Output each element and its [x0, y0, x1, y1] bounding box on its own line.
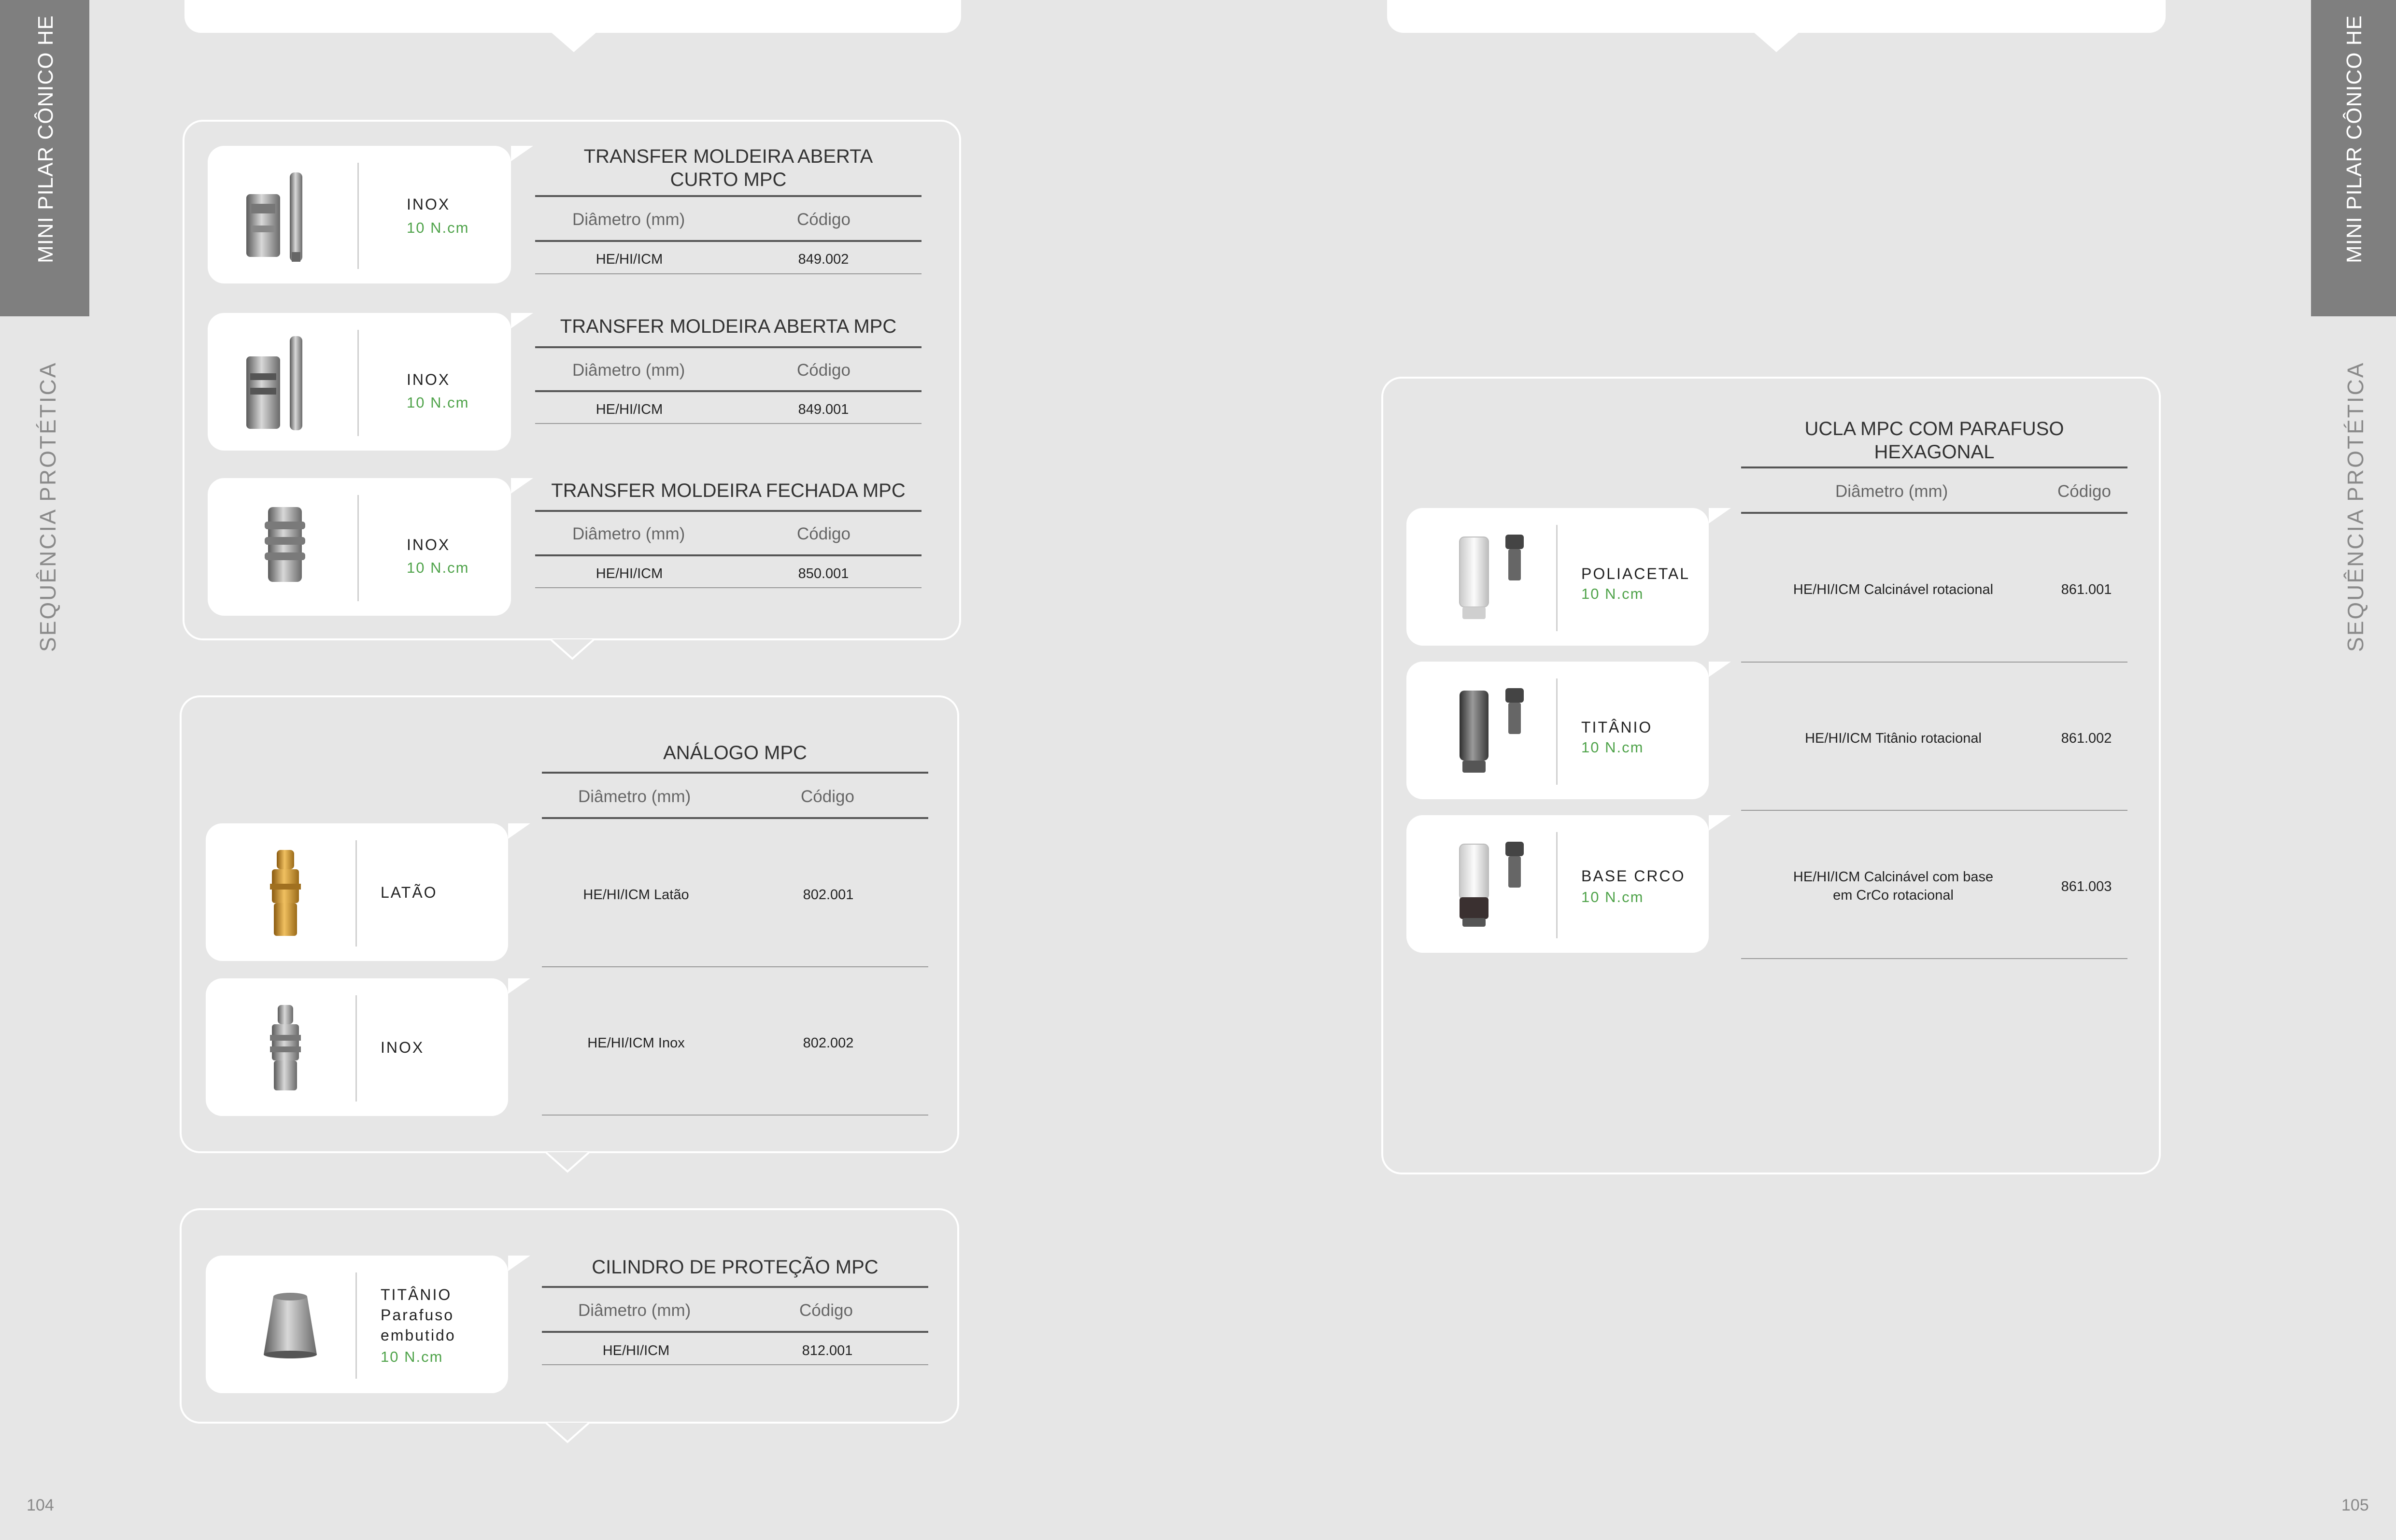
material-detail-line: embutido — [381, 1327, 456, 1344]
protection-cylinder-icon — [261, 1292, 319, 1359]
table-cell-code: 861.002 — [2061, 731, 2112, 746]
table-cell-diameter: HE/HI/ICM — [602, 1343, 670, 1358]
material-label: INOX — [407, 371, 451, 388]
table-cell-diameter: HE/HI/ICM — [595, 566, 663, 581]
cilindro-title: CILINDRO DE PROTEÇÃO MPC — [592, 1257, 879, 1278]
product-card-protection-cylinder — [206, 1256, 508, 1393]
torque-label: 10 N.cm — [1581, 585, 1644, 602]
material-label: LATÃO — [381, 884, 438, 901]
analog-brass-icon — [266, 850, 305, 937]
transfer-open-short-title: TRANSFER MOLDEIRA ABERTA CURTO MPC — [583, 146, 873, 190]
ucla-titanium-icon — [1455, 688, 1532, 775]
transfer-panel-pointer — [551, 638, 594, 661]
analog-steel-icon — [266, 1005, 305, 1092]
table-cell-diameter: HE/HI/ICM Calcinável com base em CrCo rotacional — [1793, 869, 1994, 903]
top-left-partial-panel — [184, 0, 961, 33]
table-cell-code: 812.001 — [802, 1343, 853, 1358]
ucla-poliacetal-icon — [1455, 535, 1532, 622]
torque-label: 10 N.cm — [381, 1348, 443, 1365]
table-cell-diameter: HE/HI/ICM — [595, 402, 663, 417]
col-header-code: Código — [801, 787, 854, 806]
top-right-panel-pointer — [1753, 32, 1800, 52]
top-left-panel-pointer — [551, 32, 597, 52]
table-cell-code: 861.003 — [2061, 879, 2112, 894]
material-label: POLIACETAL — [1581, 565, 1690, 582]
transfer-open-title: TRANSFER MOLDEIRA ABERTA MPC — [560, 316, 897, 337]
col-header-code: Código — [2057, 482, 2111, 501]
transfer-closed-title: TRANSFER MOLDEIRA FECHADA MPC — [551, 480, 906, 501]
left-section-label: SEQUÊNCIA PROTÉTICA — [35, 361, 60, 652]
col-header-diameter: Diâmetro (mm) — [578, 787, 691, 806]
col-header-diameter: Diâmetro (mm) — [572, 361, 685, 380]
table-cell-code: 850.001 — [798, 566, 849, 581]
product-card-ucla-base-crco — [1406, 815, 1709, 953]
right-section-label: SEQUÊNCIA PROTÉTICA — [2343, 361, 2368, 652]
product-card-ucla-poliacetal — [1406, 508, 1709, 646]
transfer-open-short-icon — [241, 168, 319, 264]
col-header-code: Código — [797, 210, 851, 229]
analogo-title: ANÁLOGO MPC — [663, 742, 807, 763]
col-header-diameter: Diâmetro (mm) — [572, 210, 685, 229]
col-header-code: Código — [797, 524, 851, 543]
col-header-code: Código — [799, 1301, 853, 1320]
table-cell-diameter: HE/HI/ICM Latão — [583, 887, 689, 903]
top-right-partial-panel — [1387, 0, 2166, 33]
torque-label: 10 N.cm — [407, 559, 469, 576]
col-header-diameter: Diâmetro (mm) — [572, 524, 685, 543]
product-card-analog-steel — [206, 978, 508, 1116]
col-header-diameter: Diâmetro (mm) — [578, 1301, 691, 1320]
material-label: INOX — [407, 536, 451, 553]
right-tab-label: MINI PILAR CÔNICO HE — [2342, 15, 2366, 263]
material-label: TITÂNIO — [381, 1286, 452, 1303]
table-cell-diameter: HE/HI/ICM Calcinável rotacional — [1793, 582, 1994, 597]
torque-label: 10 N.cm — [407, 394, 469, 411]
material-label: BASE CRCO — [1581, 867, 1686, 885]
product-card-transfer-open-short — [208, 146, 511, 283]
table-cell-diameter: HE/HI/ICM — [595, 252, 663, 267]
table-cell-diameter: HE/HI/ICM Inox — [587, 1035, 685, 1051]
torque-label: 10 N.cm — [1581, 889, 1644, 905]
torque-label: 10 N.cm — [407, 219, 469, 236]
left-page-number: 104 — [27, 1496, 54, 1514]
ucla-title: UCLA MPC COM PARAFUSO HEXAGONAL — [1804, 418, 2064, 463]
product-card-ucla-titanium — [1406, 662, 1709, 799]
material-label: TITÂNIO — [1581, 719, 1653, 736]
product-card-analog-brass — [206, 823, 508, 961]
transfer-open-icon — [241, 332, 319, 434]
right-page-number: 105 — [2341, 1496, 2369, 1514]
table-cell-diameter: HE/HI/ICM Titânio rotacional — [1805, 731, 1982, 746]
material-detail-line: Parafuso — [381, 1306, 454, 1324]
analogo-panel-pointer — [546, 1151, 589, 1173]
table-cell-code: 849.002 — [798, 252, 849, 267]
left-tab-label: MINI PILAR CÔNICO HE — [34, 15, 57, 263]
col-header-code: Código — [797, 361, 851, 380]
table-cell-code: 802.001 — [803, 887, 854, 903]
product-card-transfer-closed — [208, 478, 511, 616]
material-label: INOX — [407, 196, 451, 213]
cilindro-panel-pointer — [546, 1422, 589, 1444]
table-cell-code: 849.001 — [798, 402, 849, 417]
col-header-diameter: Diâmetro (mm) — [1835, 482, 1948, 501]
table-cell-code: 802.002 — [803, 1035, 854, 1051]
material-label: INOX — [381, 1039, 425, 1056]
ucla-base-crco-icon — [1455, 842, 1532, 929]
product-card-transfer-open — [208, 313, 511, 451]
torque-label: 10 N.cm — [1581, 739, 1644, 756]
table-cell-code: 861.001 — [2061, 582, 2112, 597]
transfer-closed-icon — [261, 507, 309, 584]
